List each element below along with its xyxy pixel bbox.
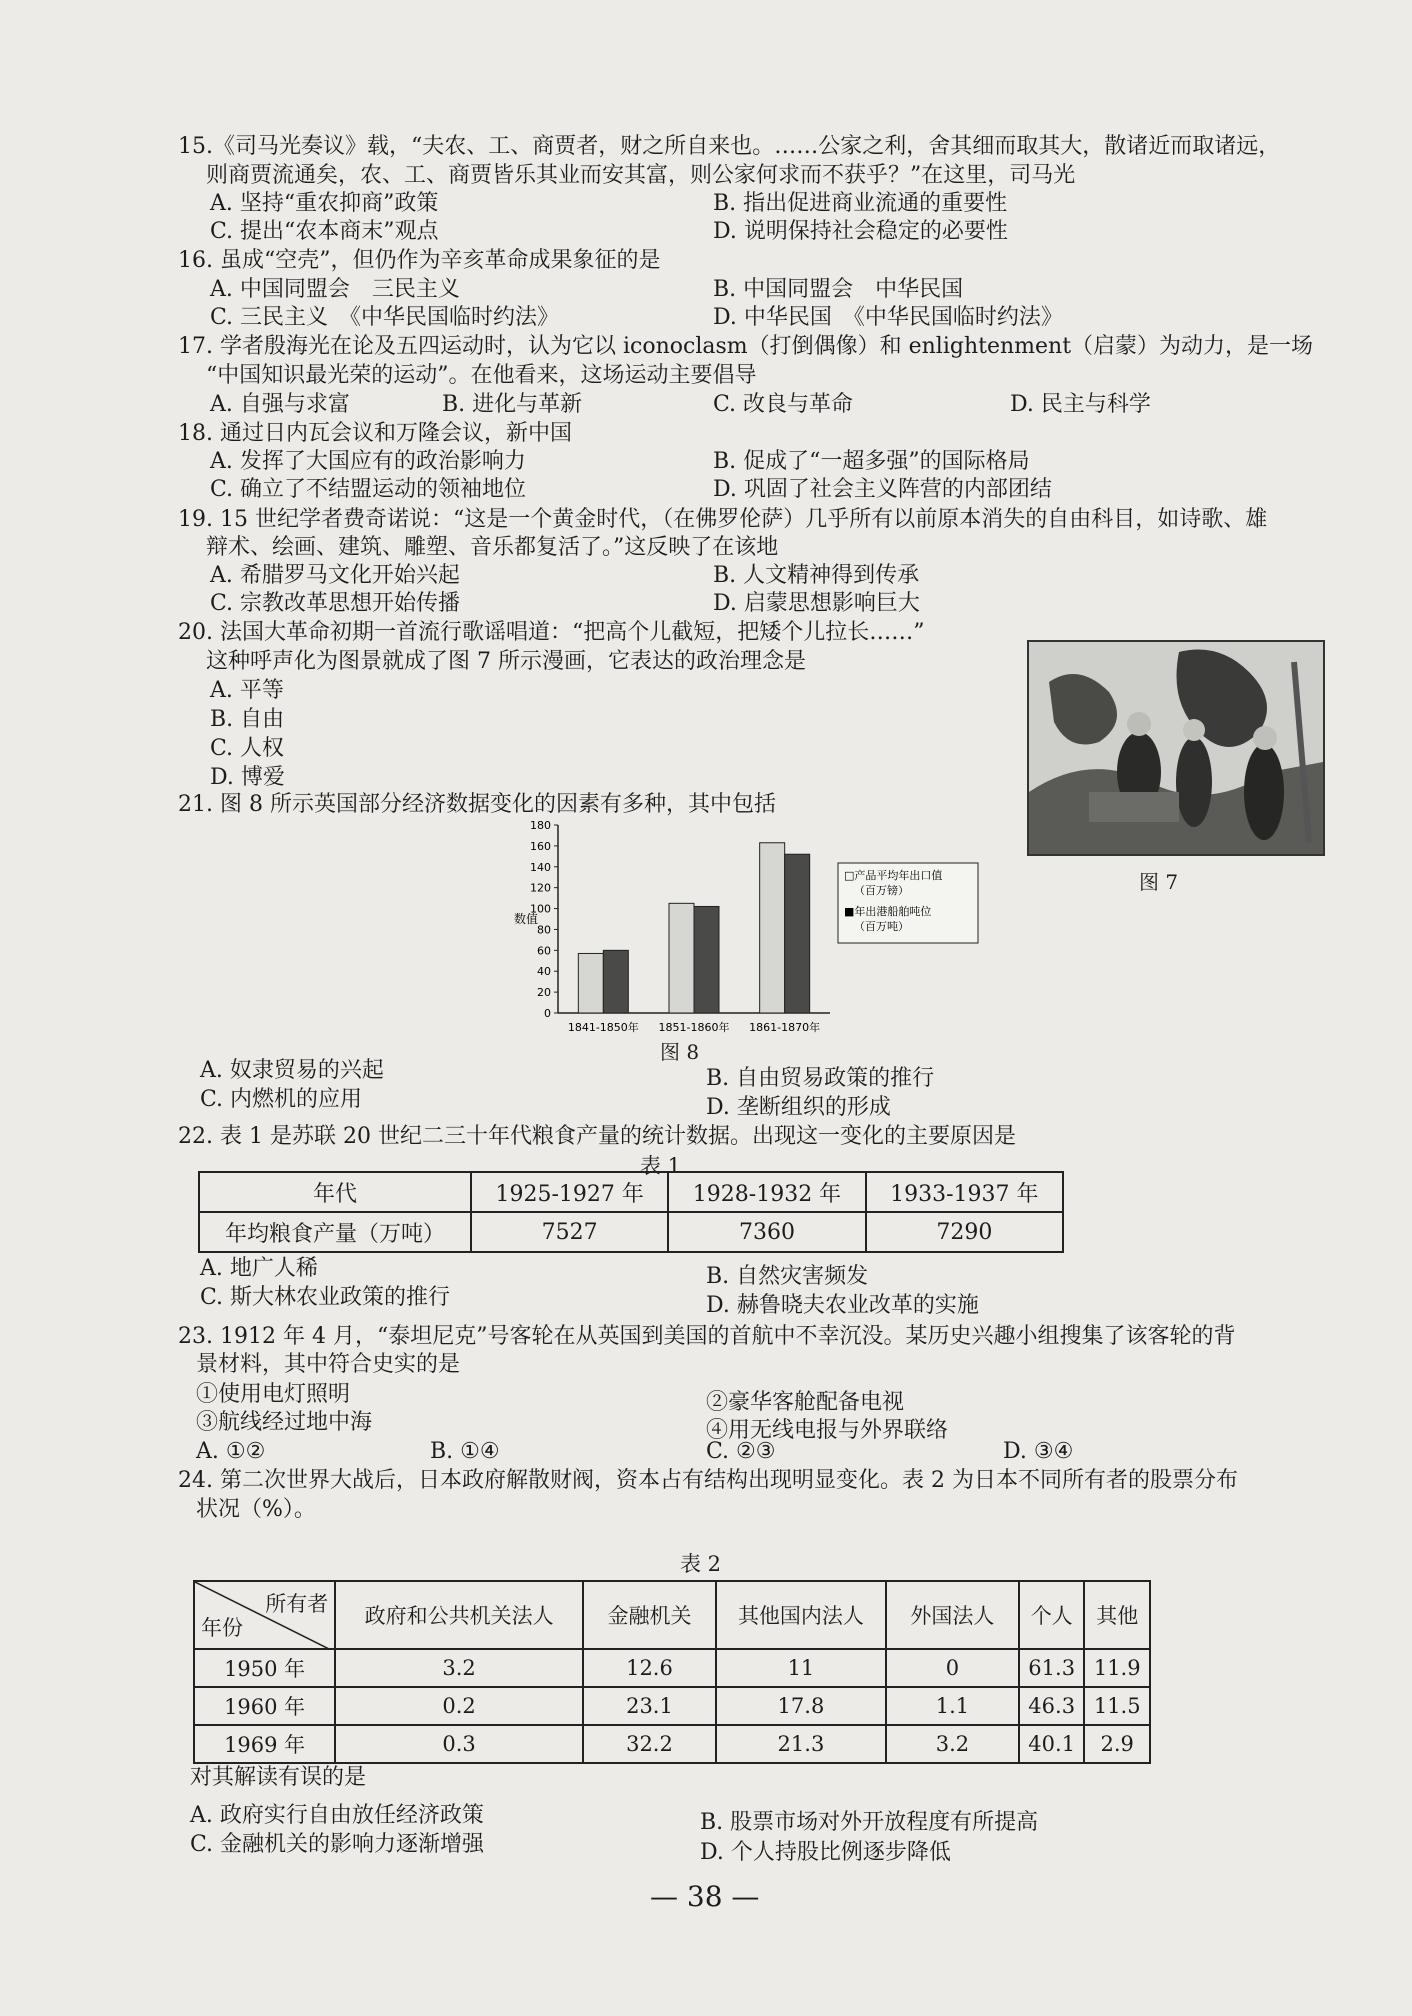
q16-stem: 16. 虽成“空壳”，但仍作为辛亥革命成果象征的是	[178, 248, 661, 273]
table-2-cell: 2.9	[1084, 1725, 1150, 1763]
table-2-cell: 40.1	[1019, 1725, 1085, 1763]
q20-stem-line1: 20. 法国大革命初期一首流行歌谣唱道：“把高个儿截短，把矮个儿拉长……”	[178, 620, 925, 645]
table-1-header-cell: 年代	[199, 1172, 471, 1212]
q19-stem-line2: 辩术、绘画、建筑、雕塑、音乐都复活了。”这反映了在该地	[206, 535, 779, 560]
table-2-cell: 23.1	[583, 1687, 716, 1725]
q18-option-d: D. 巩固了社会主义阵营的内部团结	[713, 477, 1052, 502]
chart-y-tick-label: 80	[537, 923, 551, 937]
q15-option-c: C. 提出“农本商末”观点	[210, 219, 439, 244]
chart-bar	[669, 903, 694, 1013]
table-2-row	[194, 1725, 1150, 1763]
cartoon-illustration	[1029, 642, 1323, 854]
page-number: — 38 —	[650, 1880, 760, 1913]
chart-legend-label: □产品平均年出口值	[844, 869, 943, 882]
q21-option-c: C. 内燃机的应用	[200, 1087, 363, 1112]
table-1	[198, 1171, 1064, 1253]
table-2-cell: 0	[886, 1649, 1019, 1687]
table-2	[193, 1580, 1151, 1764]
chart-y-tick-label: 0	[544, 1007, 551, 1020]
q18-option-c: C. 确立了不结盟运动的领袖地位	[210, 477, 527, 502]
q16-option-d: D. 中华民国 《中华民国临时约法》	[713, 305, 1063, 330]
table-2-cell: 0.2	[335, 1687, 583, 1725]
chart-y-tick-label: 20	[537, 986, 551, 1000]
q20-option-a: A. 平等	[210, 678, 284, 703]
table-2-cell: 61.3	[1019, 1649, 1085, 1687]
q24-option-b: B. 股票市场对外开放程度有所提高	[700, 1810, 1039, 1835]
q17-stem-line1: 17. 学者殷海光在论及五四运动时，认为它以 iconoclasm（打倒偶像）和 enlightenment（启蒙）为动力，是一场	[178, 334, 1314, 359]
chart-legend-unit: （百万吨）	[854, 920, 909, 933]
q22-option-a: A. 地广人稀	[200, 1256, 318, 1281]
table-1-cell: 7527	[471, 1212, 668, 1252]
q22-option-b: B. 自然灾害频发	[706, 1264, 869, 1289]
q19-option-c: C. 宗教改革思想开始传播	[210, 591, 461, 616]
q24-stem-line1: 24. 第二次世界大战后，日本政府解散财阀，资本占有结构出现明显变化。表 2 为日本不同所有者的股票分布	[178, 1468, 1238, 1493]
table-2-cell: 1969 年	[194, 1725, 335, 1763]
table-1-cell: 7360	[668, 1212, 865, 1252]
chart-x-tick-label: 1861-1870年	[749, 1021, 821, 1034]
table-2-cell: 3.2	[335, 1649, 583, 1687]
chart-bar	[760, 843, 785, 1013]
q23-statement-4: ④用无线电报与外界联络	[706, 1418, 949, 1443]
chart-y-tick-label: 120	[530, 881, 551, 895]
chart-bar	[694, 906, 719, 1013]
chart-legend-label: ■年出港船舶吨位	[844, 905, 932, 918]
q16-option-a: A. 中国同盟会 三民主义	[210, 277, 460, 302]
table-2-header-cell: 政府和公共机关法人	[335, 1581, 583, 1649]
table-2-header-cell: 外国法人	[886, 1581, 1019, 1649]
table-1-title: 表 1	[640, 1154, 682, 1178]
q19-option-b: B. 人文精神得到传承	[713, 563, 920, 588]
chart-legend-unit: （百万镑）	[854, 884, 909, 897]
q16-option-c: C. 三民主义 《中华民国临时约法》	[210, 305, 560, 330]
table-2-header-row	[194, 1581, 1150, 1649]
q18-option-b: B. 促成了“一超多强”的国际格局	[713, 449, 1030, 474]
q20-stem-line2: 这种呼声化为图景就成了图 7 所示漫画，它表达的政治理念是	[206, 649, 806, 674]
table-1-header-cell: 1933-1937 年	[866, 1172, 1063, 1212]
q20-option-b: B. 自由	[210, 707, 285, 732]
q23-statement-2: ②豪华客舱配备电视	[706, 1390, 905, 1415]
table-2-cell: 32.2	[583, 1725, 716, 1763]
q24-option-d: D. 个人持股比例逐步降低	[700, 1840, 951, 1865]
q18-stem: 18. 通过日内瓦会议和万隆会议，新中国	[178, 421, 572, 446]
q23-stem-line2: 景材料，其中符合史实的是	[196, 1352, 461, 1377]
q23-stem-line1: 23. 1912 年 4 月，“泰坦尼克”号客轮在从英国到美国的首航中不幸沉没。某历史兴趣小组搜集了该客轮的背	[178, 1324, 1236, 1349]
q21-stem: 21. 图 8 所示英国部分经济数据变化的因素有多种，其中包括	[178, 792, 776, 817]
figure-7-cartoon	[1027, 640, 1325, 856]
table-1-header-cell: 1925-1927 年	[471, 1172, 668, 1212]
q19-option-d: D. 启蒙思想影响巨大	[713, 591, 920, 616]
table-2-cell: 0.3	[335, 1725, 583, 1763]
q22-option-d: D. 赫鲁晓夫农业改革的实施	[706, 1293, 979, 1318]
q16-option-b: B. 中国同盟会 中华民国	[713, 277, 964, 302]
table-2-row	[194, 1649, 1150, 1687]
table-1-header-row	[199, 1172, 1063, 1212]
table-2-header-cell: 个人	[1019, 1581, 1085, 1649]
table-2-header-cell: 其他	[1084, 1581, 1150, 1649]
table-1-cell: 7290	[866, 1212, 1063, 1252]
q15-stem-line2: 则商贾流通矣，农、工、商贾皆乐其业而安其富，则公家何求而不获乎？”在这里，司马光	[206, 163, 1076, 188]
chart-y-tick-label: 100	[530, 902, 551, 916]
q23-option-c: C. ②③	[706, 1439, 776, 1464]
chart-y-tick-label: 160	[530, 839, 551, 853]
chart-y-tick-label: 60	[537, 944, 551, 958]
q24-option-a: A. 政府实行自由放任经济政策	[190, 1803, 484, 1828]
q24-option-c: C. 金融机关的影响力逐渐增强	[190, 1832, 485, 1857]
figure-8-svg	[500, 815, 980, 1045]
q15-option-b: B. 指出促进商业流通的重要性	[713, 191, 1008, 216]
q23-option-a: A. ①②	[196, 1439, 266, 1464]
chart-y-tick-label: 40	[537, 965, 551, 979]
table-2-cell: 17.8	[716, 1687, 886, 1725]
table-2-cell: 1950 年	[194, 1649, 335, 1687]
q17-option-a: A. 自强与求富	[210, 392, 350, 417]
q18-option-a: A. 发挥了大国应有的政治影响力	[210, 449, 526, 474]
table-2-cell: 11.9	[1084, 1649, 1150, 1687]
q22-stem: 22. 表 1 是苏联 20 世纪二三十年代粮食产量的统计数据。出现这一变化的主要原因是	[178, 1124, 1016, 1149]
table-2-cell: 11	[716, 1649, 886, 1687]
table-1-cell: 年均粮食产量（万吨）	[199, 1212, 471, 1252]
q17-option-b: B. 进化与革新	[442, 392, 583, 417]
chart-bar	[578, 953, 603, 1013]
chart-x-tick-label: 1841-1850年	[567, 1021, 639, 1034]
chart-y-label: 数值	[514, 912, 539, 926]
table-2-title: 表 2	[680, 1552, 722, 1576]
table-2-cell: 3.2	[886, 1725, 1019, 1763]
q15-stem-line1: 15.《司马光奏议》载，“夫农、工、商贾者，财之所自来也。……公家之利，舍其细而取其大，散诸近而取诸远，	[178, 134, 1281, 159]
q17-stem-line2: “中国知识最光荣的运动”。在他看来，这场运动主要倡导	[206, 363, 757, 388]
q19-option-a: A. 希腊罗马文化开始兴起	[210, 563, 460, 588]
q23-statement-3: ③航线经过地中海	[196, 1410, 373, 1435]
table-2-cell: 46.3	[1019, 1687, 1085, 1725]
q24-question: 对其解读有误的是	[190, 1765, 367, 1790]
chart-y-tick-label: 140	[530, 860, 551, 874]
q19-stem-line1: 19. 15 世纪学者费奇诺说：“这是一个黄金时代，（在佛罗伦萨）几乎所有以前原本消失的自由科目，如诗歌、雄	[178, 507, 1268, 532]
q23-statement-1: ①使用电灯照明	[196, 1382, 351, 1407]
q21-option-a: A. 奴隶贸易的兴起	[200, 1058, 384, 1083]
table-2-cell: 12.6	[583, 1649, 716, 1687]
table-2-cell: 11.5	[1084, 1687, 1150, 1725]
q15-option-d: D. 说明保持社会稳定的必要性	[713, 219, 1008, 244]
q21-option-b: B. 自由贸易政策的推行	[706, 1066, 935, 1091]
q20-option-c: C. 人权	[210, 736, 285, 761]
table-2-header-cell: 其他国内法人	[716, 1581, 886, 1649]
table-2-corner-bottom: 年份	[201, 1616, 243, 1640]
table-2-row	[194, 1687, 1150, 1725]
table-1-data-row	[199, 1212, 1063, 1252]
chart-x-tick-label: 1851-1860年	[658, 1021, 730, 1034]
chart-bar	[603, 950, 628, 1013]
figure-8-chart	[500, 815, 980, 1045]
q17-option-c: C. 改良与革命	[713, 392, 854, 417]
q23-option-b: B. ①④	[430, 1439, 500, 1464]
figure-7-caption: 图 7	[1139, 870, 1179, 894]
table-2-cell: 1.1	[886, 1687, 1019, 1725]
chart-bar	[785, 854, 810, 1013]
q23-option-d: D. ③④	[1003, 1439, 1074, 1464]
table-2-corner-cell	[194, 1581, 335, 1649]
q17-option-d: D. 民主与科学	[1010, 392, 1151, 417]
table-2-cell: 21.3	[716, 1725, 886, 1763]
table-2-corner-top: 所有者	[265, 1592, 329, 1616]
q15-option-a: A. 坚持“重农抑商”政策	[210, 191, 439, 216]
table-1-header-cell: 1928-1932 年	[668, 1172, 865, 1212]
q24-stem-line2: 状况（%）。	[196, 1497, 316, 1522]
chart-y-tick-label: 180	[530, 819, 551, 832]
q21-option-d: D. 垄断组织的形成	[706, 1095, 891, 1120]
q22-option-c: C. 斯大林农业政策的推行	[200, 1285, 451, 1310]
q20-option-d: D. 博爱	[210, 765, 285, 790]
figure-8-caption: 图 8	[660, 1040, 700, 1064]
table-2-cell: 1960 年	[194, 1687, 335, 1725]
table-2-header-cell: 金融机关	[583, 1581, 716, 1649]
